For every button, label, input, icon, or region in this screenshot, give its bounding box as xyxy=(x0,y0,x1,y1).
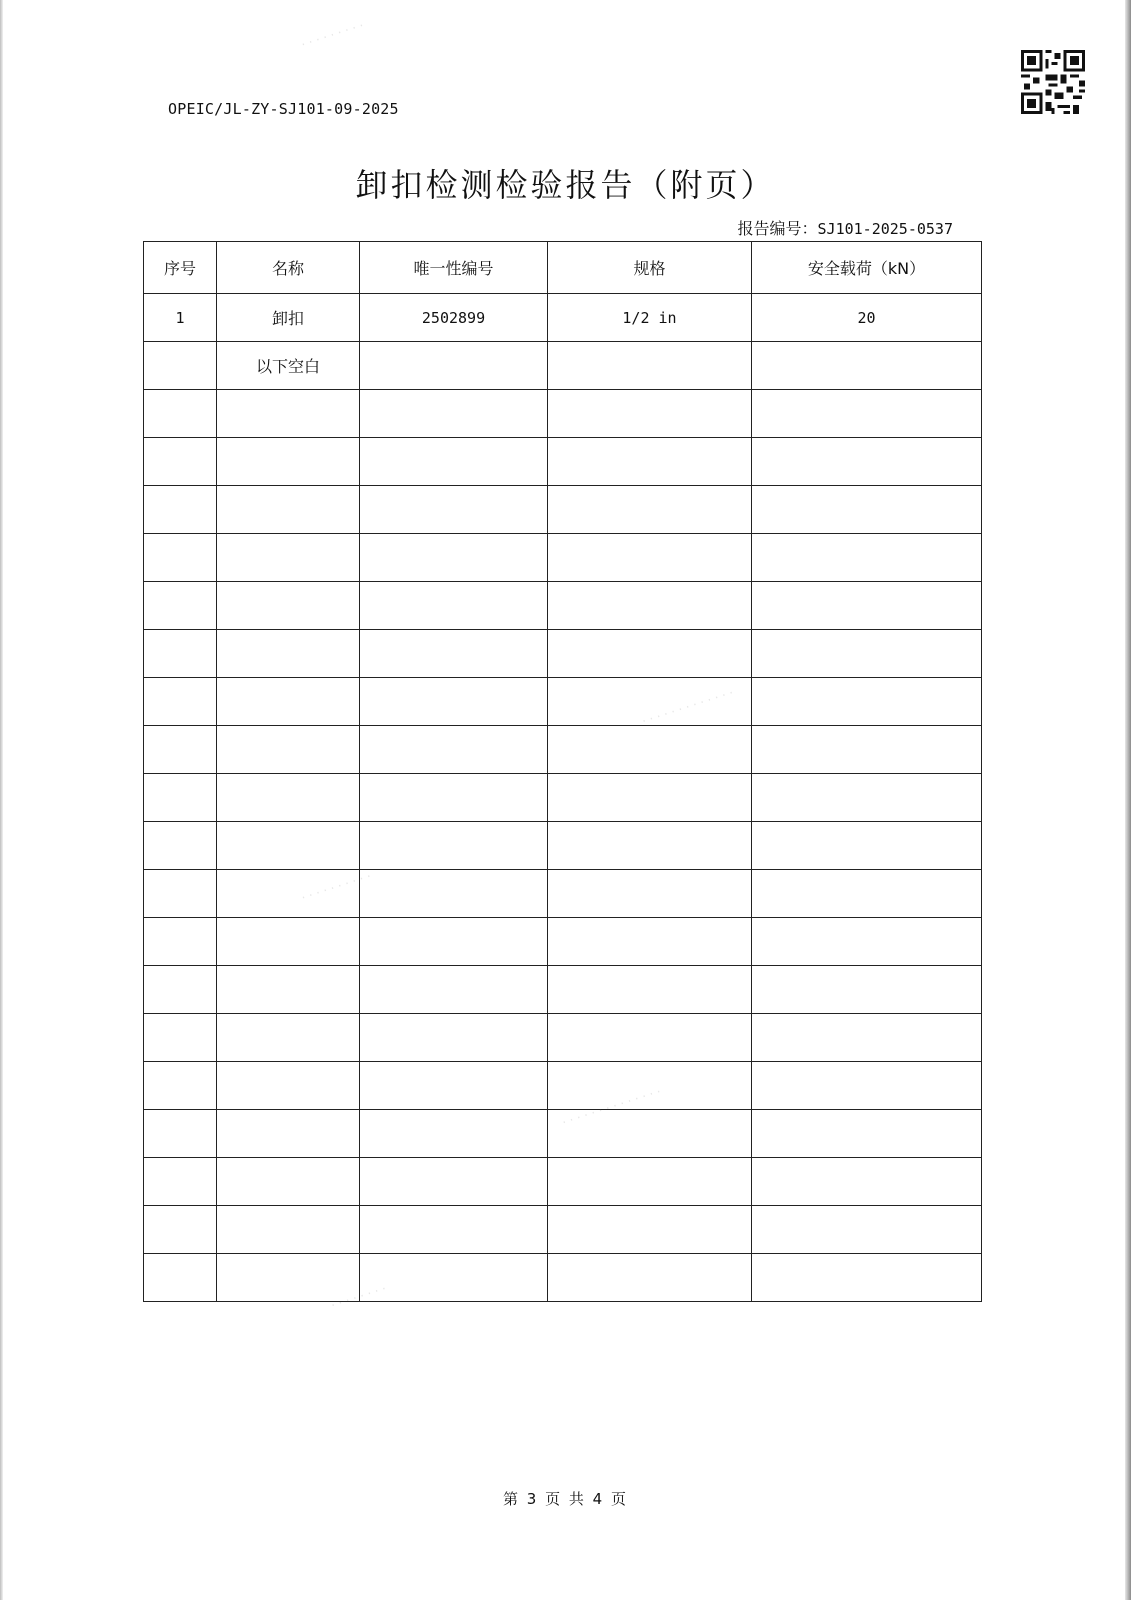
cell-name xyxy=(217,630,360,678)
cell-name xyxy=(217,678,360,726)
cell-name xyxy=(217,1110,360,1158)
cell-serial xyxy=(144,1014,217,1062)
cell-safe-load xyxy=(752,1062,982,1110)
cell-safe-load xyxy=(752,1254,982,1302)
cell-unique-id xyxy=(360,726,548,774)
table-row xyxy=(144,822,982,870)
cell-safe-load xyxy=(752,822,982,870)
cell-spec xyxy=(548,726,752,774)
cell-unique-id xyxy=(360,918,548,966)
cell-unique-id xyxy=(360,774,548,822)
cell-serial xyxy=(144,822,217,870)
cell-serial xyxy=(144,1206,217,1254)
table-row xyxy=(144,1014,982,1062)
watermark: · · · · · · · · xyxy=(329,1281,388,1313)
table-row xyxy=(144,1158,982,1206)
cell-safe-load xyxy=(752,1158,982,1206)
cell-safe-load xyxy=(752,438,982,486)
header-safe-load: 安全载荷（kN） xyxy=(752,242,982,294)
cell-serial xyxy=(144,1254,217,1302)
cell-unique-id xyxy=(360,678,548,726)
table-row xyxy=(144,342,982,390)
cell-safe-load xyxy=(752,630,982,678)
header-serial: 序号 xyxy=(144,242,217,294)
cell-name xyxy=(217,1062,360,1110)
cell-spec: 1/2 in xyxy=(548,294,752,342)
scan-edge-left xyxy=(0,0,3,1600)
inspection-table xyxy=(143,241,982,1302)
cell-safe-load xyxy=(752,486,982,534)
cell-serial xyxy=(144,870,217,918)
cell-serial xyxy=(144,1158,217,1206)
cell-serial xyxy=(144,582,217,630)
table-row xyxy=(144,870,982,918)
cell-name: 以下空白 xyxy=(217,342,360,390)
table-header-row xyxy=(144,242,982,294)
table-row xyxy=(144,630,982,678)
cell-spec xyxy=(548,1062,752,1110)
cell-unique-id xyxy=(360,630,548,678)
cell-safe-load: 20 xyxy=(752,294,982,342)
cell-spec xyxy=(548,678,752,726)
cell-serial xyxy=(144,726,217,774)
table-row xyxy=(144,294,982,342)
cell-unique-id xyxy=(360,1062,548,1110)
cell-safe-load xyxy=(752,678,982,726)
cell-serial xyxy=(144,966,217,1014)
cell-spec xyxy=(548,1110,752,1158)
cell-unique-id xyxy=(360,1254,548,1302)
report-number xyxy=(738,216,953,239)
cell-spec xyxy=(548,342,752,390)
cell-safe-load xyxy=(752,534,982,582)
cell-safe-load xyxy=(752,1014,982,1062)
cell-serial xyxy=(144,342,217,390)
cell-serial xyxy=(144,774,217,822)
cell-unique-id xyxy=(360,438,548,486)
cell-unique-id xyxy=(360,486,548,534)
cell-spec xyxy=(548,486,752,534)
watermark: · · · · · · · · · · · · · xyxy=(640,685,736,729)
cell-spec xyxy=(548,1158,752,1206)
table-row xyxy=(144,918,982,966)
cell-serial xyxy=(144,1062,217,1110)
header-name: 名称 xyxy=(217,242,360,294)
cell-unique-id xyxy=(360,582,548,630)
document-code: OPEIC/JL-ZY-SJ101-09-2025 xyxy=(168,100,399,118)
table-row xyxy=(144,1062,982,1110)
cell-name xyxy=(217,726,360,774)
cell-name xyxy=(217,534,360,582)
cell-name xyxy=(217,870,360,918)
watermark: · · · · · · · · · · · · · · xyxy=(560,1084,663,1130)
cell-unique-id xyxy=(360,1158,548,1206)
table-row xyxy=(144,390,982,438)
cell-name xyxy=(217,582,360,630)
cell-spec xyxy=(548,1254,752,1302)
cell-name xyxy=(217,1014,360,1062)
cell-spec xyxy=(548,774,752,822)
cell-spec xyxy=(548,390,752,438)
cell-name xyxy=(217,918,360,966)
cell-serial xyxy=(144,438,217,486)
cell-name xyxy=(217,390,360,438)
cell-spec xyxy=(548,870,752,918)
cell-spec xyxy=(548,966,752,1014)
cell-unique-id xyxy=(360,534,548,582)
table-row xyxy=(144,534,982,582)
report-number-value: SJ101-2025-0537 xyxy=(817,220,953,238)
cell-spec xyxy=(548,822,752,870)
cell-name xyxy=(217,486,360,534)
watermark: · · · · · · · · · · xyxy=(299,869,373,905)
cell-safe-load xyxy=(752,774,982,822)
watermark: · · · · · · · · · xyxy=(299,18,366,52)
report-number-label: 报告编号： xyxy=(737,219,818,238)
cell-name xyxy=(217,1254,360,1302)
table-row xyxy=(144,582,982,630)
cell-spec xyxy=(548,582,752,630)
cell-unique-id: 2502899 xyxy=(360,294,548,342)
table-row xyxy=(144,678,982,726)
cell-safe-load xyxy=(752,390,982,438)
cell-name xyxy=(217,438,360,486)
cell-serial xyxy=(144,1110,217,1158)
table-row xyxy=(144,1110,982,1158)
cell-serial: 1 xyxy=(144,294,217,342)
cell-safe-load xyxy=(752,726,982,774)
cell-spec xyxy=(548,918,752,966)
cell-safe-load xyxy=(752,918,982,966)
cell-safe-load xyxy=(752,1110,982,1158)
cell-unique-id xyxy=(360,1206,548,1254)
cell-unique-id xyxy=(360,822,548,870)
cell-name xyxy=(217,822,360,870)
cell-safe-load xyxy=(752,342,982,390)
table-row xyxy=(144,1254,982,1302)
cell-serial xyxy=(144,534,217,582)
header-unique-id: 唯一性编号 xyxy=(360,242,548,294)
table-row xyxy=(144,966,982,1014)
cell-spec xyxy=(548,534,752,582)
cell-serial xyxy=(144,486,217,534)
cell-safe-load xyxy=(752,582,982,630)
cell-safe-load xyxy=(752,1206,982,1254)
cell-name xyxy=(217,774,360,822)
cell-unique-id xyxy=(360,1110,548,1158)
cell-serial xyxy=(144,918,217,966)
cell-name xyxy=(217,1158,360,1206)
page-number: 第 3 页 共 4 页 xyxy=(503,1490,628,1508)
cell-spec xyxy=(548,438,752,486)
cell-unique-id xyxy=(360,390,548,438)
table-row xyxy=(144,726,982,774)
cell-unique-id xyxy=(360,870,548,918)
scan-edge-right xyxy=(1125,0,1131,1600)
header-spec: 规格 xyxy=(548,242,752,294)
cell-spec xyxy=(548,1206,752,1254)
cell-name xyxy=(217,1206,360,1254)
qr-code-icon xyxy=(1021,50,1085,114)
cell-safe-load xyxy=(752,966,982,1014)
cell-name xyxy=(217,966,360,1014)
cell-safe-load xyxy=(752,870,982,918)
table-row xyxy=(144,438,982,486)
cell-serial xyxy=(144,678,217,726)
report-title: 卸扣检测检验报告（附页） xyxy=(355,166,776,204)
cell-spec xyxy=(548,630,752,678)
cell-unique-id xyxy=(360,966,548,1014)
table-row xyxy=(144,774,982,822)
cell-unique-id xyxy=(360,1014,548,1062)
cell-serial xyxy=(144,630,217,678)
cell-name: 卸扣 xyxy=(217,294,360,342)
cell-serial xyxy=(144,390,217,438)
cell-spec xyxy=(548,1014,752,1062)
cell-unique-id xyxy=(360,342,548,390)
table-row xyxy=(144,1206,982,1254)
table-row xyxy=(144,486,982,534)
